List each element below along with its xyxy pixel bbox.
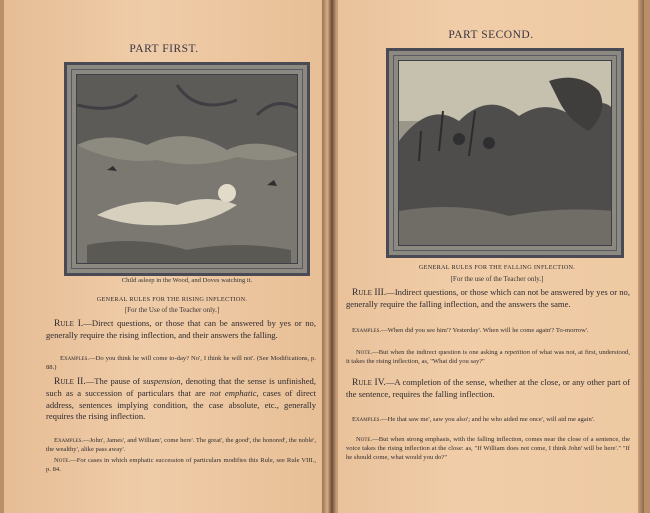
examples-1: Examples.—Do you think he will come to-day? No', I think he will not'. (See Modifications, p. 88.) xyxy=(46,355,316,371)
illustration-right xyxy=(386,48,624,258)
note-left: Note.—For cases in which emphatic succession of particulars modifies this Rule, see Rule VIII., p. 84. xyxy=(46,457,316,473)
section-heading-falling: GENERAL RULES FOR THE FALLING INFLECTION. xyxy=(418,264,576,271)
left-page xyxy=(4,0,324,513)
illustration-caption: Child asleep in the Wood, and Doves watching it. xyxy=(121,277,253,284)
engraving-soldiers xyxy=(399,61,612,246)
note-right-1: Note.—But when the indirect question is one asking a repetition of what was not, at first, understood, it takes the rising inflection, as, "What did you say?" xyxy=(346,349,630,365)
rule-3: Rule III.—Indirect questions, or those which can not be answered by yes or no, generally require the falling inflection, and the answers the same. xyxy=(346,287,630,310)
right-page xyxy=(338,0,644,513)
note-right-2: Note.—But when strong emphasis, with the falling inflection, comes near the close of a sentence, the voice takes the rising inflection at the close: as, "If William does not come, I think John' will be here'." "If he should come, what would you do?" xyxy=(346,436,630,461)
page-edge xyxy=(638,0,644,513)
examples-4: Examples.—He that saw me', saw you also'; and he who aided me once', will aid me again'. xyxy=(352,416,595,423)
rule-1: Rule I.—Direct questions, or those that can be answered by yes or no, generally require the rising inflection, and their answers the falling. xyxy=(46,318,316,341)
illustration-left xyxy=(64,62,310,276)
section-heading-rising: GENERAL RULES FOR THE RISING INFLECTION. xyxy=(96,296,248,303)
section-subheading-left: [For the Use of the Teacher only.] xyxy=(124,306,220,314)
page-title-left: PART FIRST. xyxy=(129,43,199,55)
page-title-right: PART SECOND. xyxy=(448,29,534,41)
examples-2: Examples.—John', James', and William', come here'. The great', the good', the honored', the noble', the wealthy', alike pass away'. xyxy=(46,437,316,453)
examples-3: Examples.—When did you see him'? Yesterday'. When will he come again'? To-morrow'. xyxy=(352,327,589,334)
section-subheading-right: [For the use of the Teacher only.] xyxy=(450,275,544,283)
rule-2: Rule II.—The pause of suspension, denoting that the sense is unfinished, such as a succession of particulars that are not emphatic, cases of direct address, sentences implying condition, the case absolute, etc., generally requires the rising inflection. xyxy=(46,376,316,422)
rule-4: Rule IV.—A completion of the sense, whether at the close, or any other part of the sentence, requires the falling inflection. xyxy=(346,377,630,400)
engraving-child-in-wood xyxy=(77,75,298,264)
